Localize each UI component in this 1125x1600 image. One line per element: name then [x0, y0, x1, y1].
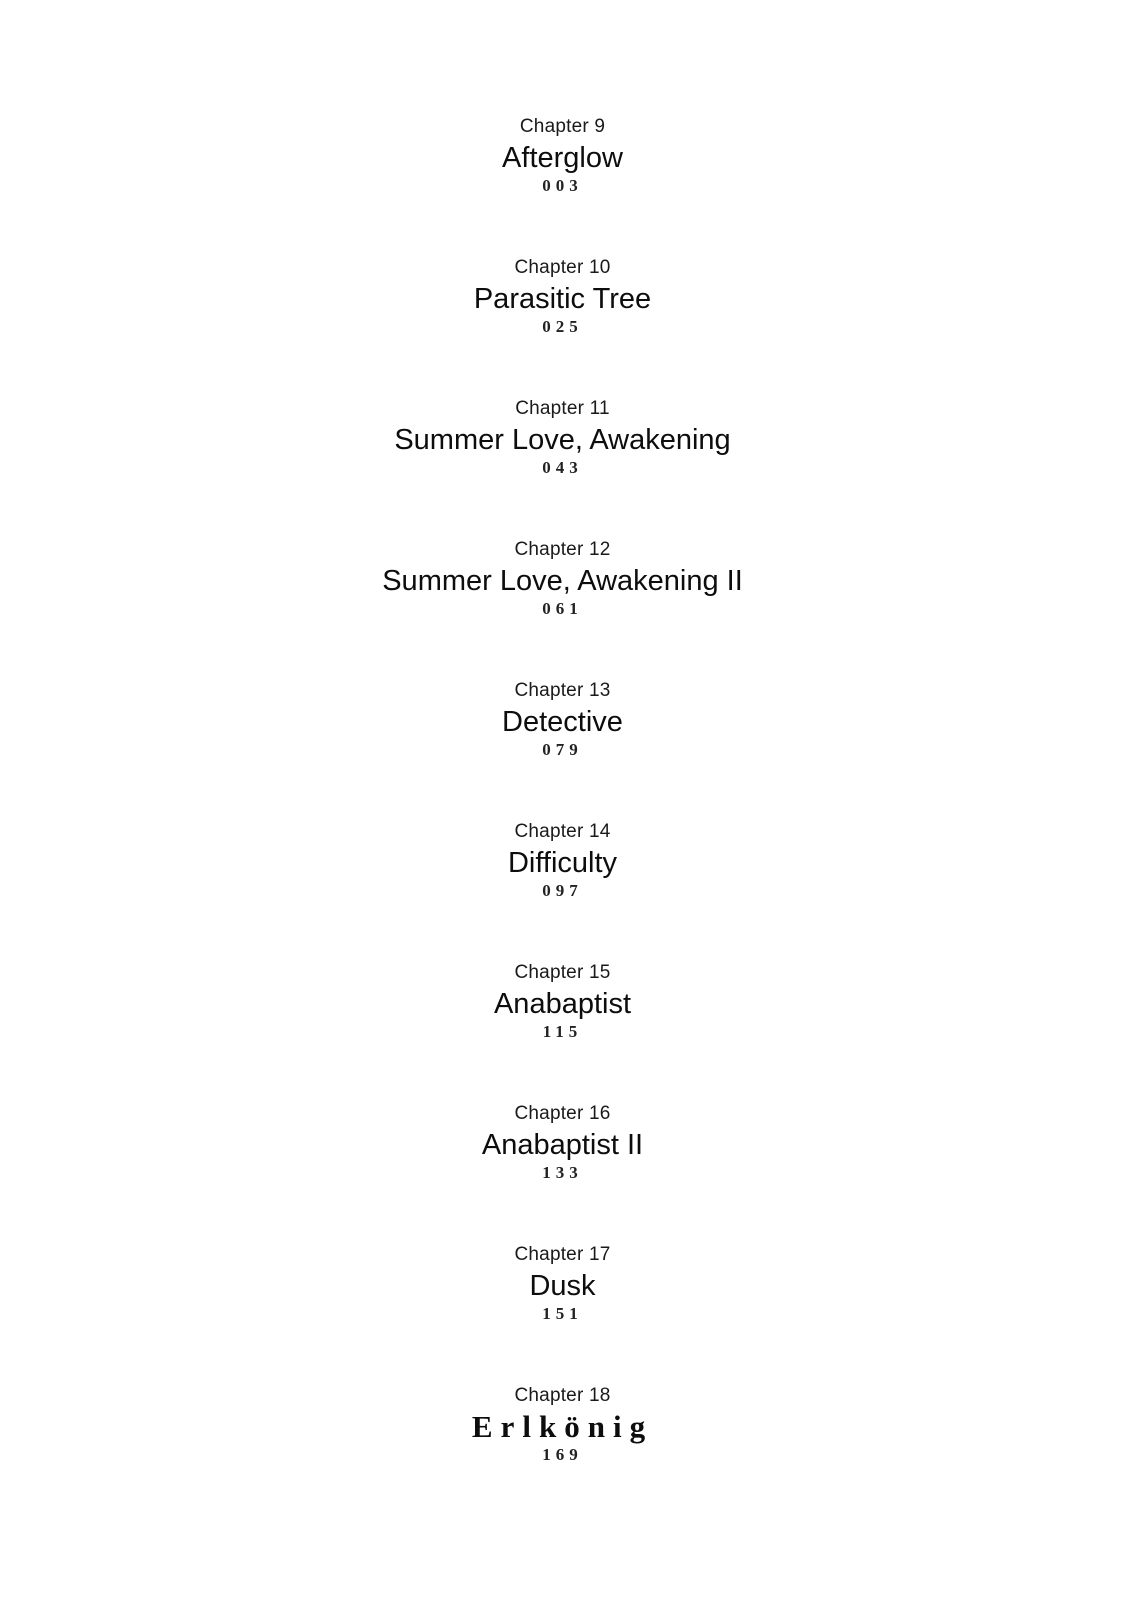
toc-entry-chapter-10 [0, 257, 1125, 337]
page-number: 025 [542, 317, 583, 336]
chapter-number: Chapter 10 [514, 257, 611, 278]
page-number: 079 [542, 740, 583, 759]
chapter-number: Chapter 15 [514, 962, 611, 983]
chapter-title: Anabaptist [493, 988, 632, 1020]
toc-entry-chapter-9 [0, 116, 1125, 196]
chapter-title: Summer Love, Awakening II [382, 565, 743, 597]
page-number: 003 [542, 176, 583, 195]
chapter-number: Chapter 17 [514, 1244, 611, 1265]
toc-entry-chapter-18 [0, 1385, 1125, 1465]
chapter-title: Summer Love, Awakening [394, 424, 731, 456]
page-number: 061 [542, 599, 583, 618]
chapter-number: Chapter 14 [514, 821, 611, 842]
chapter-title: Difficulty [507, 847, 618, 879]
toc-entry-chapter-17 [0, 1244, 1125, 1324]
toc-entry-chapter-12 [0, 539, 1125, 619]
toc-entry-chapter-15 [0, 962, 1125, 1042]
chapter-title: Erlkönig [471, 1409, 654, 1444]
chapter-title: Afterglow [502, 142, 623, 174]
toc-entry-chapter-11 [0, 398, 1125, 478]
page-number: 097 [542, 881, 583, 900]
chapter-title: Anabaptist II [481, 1129, 644, 1161]
page-number: 115 [542, 1022, 583, 1041]
page-number: 133 [542, 1163, 583, 1182]
chapter-number: Chapter 12 [514, 539, 611, 560]
toc-entry-chapter-16 [0, 1103, 1125, 1183]
page-number: 169 [542, 1445, 583, 1464]
chapter-title: Detective [502, 706, 623, 738]
toc-entry-chapter-13 [0, 680, 1125, 760]
toc-entry-chapter-14 [0, 821, 1125, 901]
chapter-number: Chapter 11 [515, 398, 610, 419]
chapter-number: Chapter 16 [514, 1103, 611, 1124]
chapter-title: Parasitic Tree [473, 283, 652, 315]
page-number: 043 [542, 458, 583, 477]
chapter-title: Dusk [529, 1270, 596, 1302]
chapter-number: Chapter 13 [514, 680, 611, 701]
chapter-number: Chapter 18 [514, 1385, 611, 1406]
page-number: 151 [542, 1304, 583, 1323]
chapter-number: Chapter 9 [519, 116, 606, 137]
